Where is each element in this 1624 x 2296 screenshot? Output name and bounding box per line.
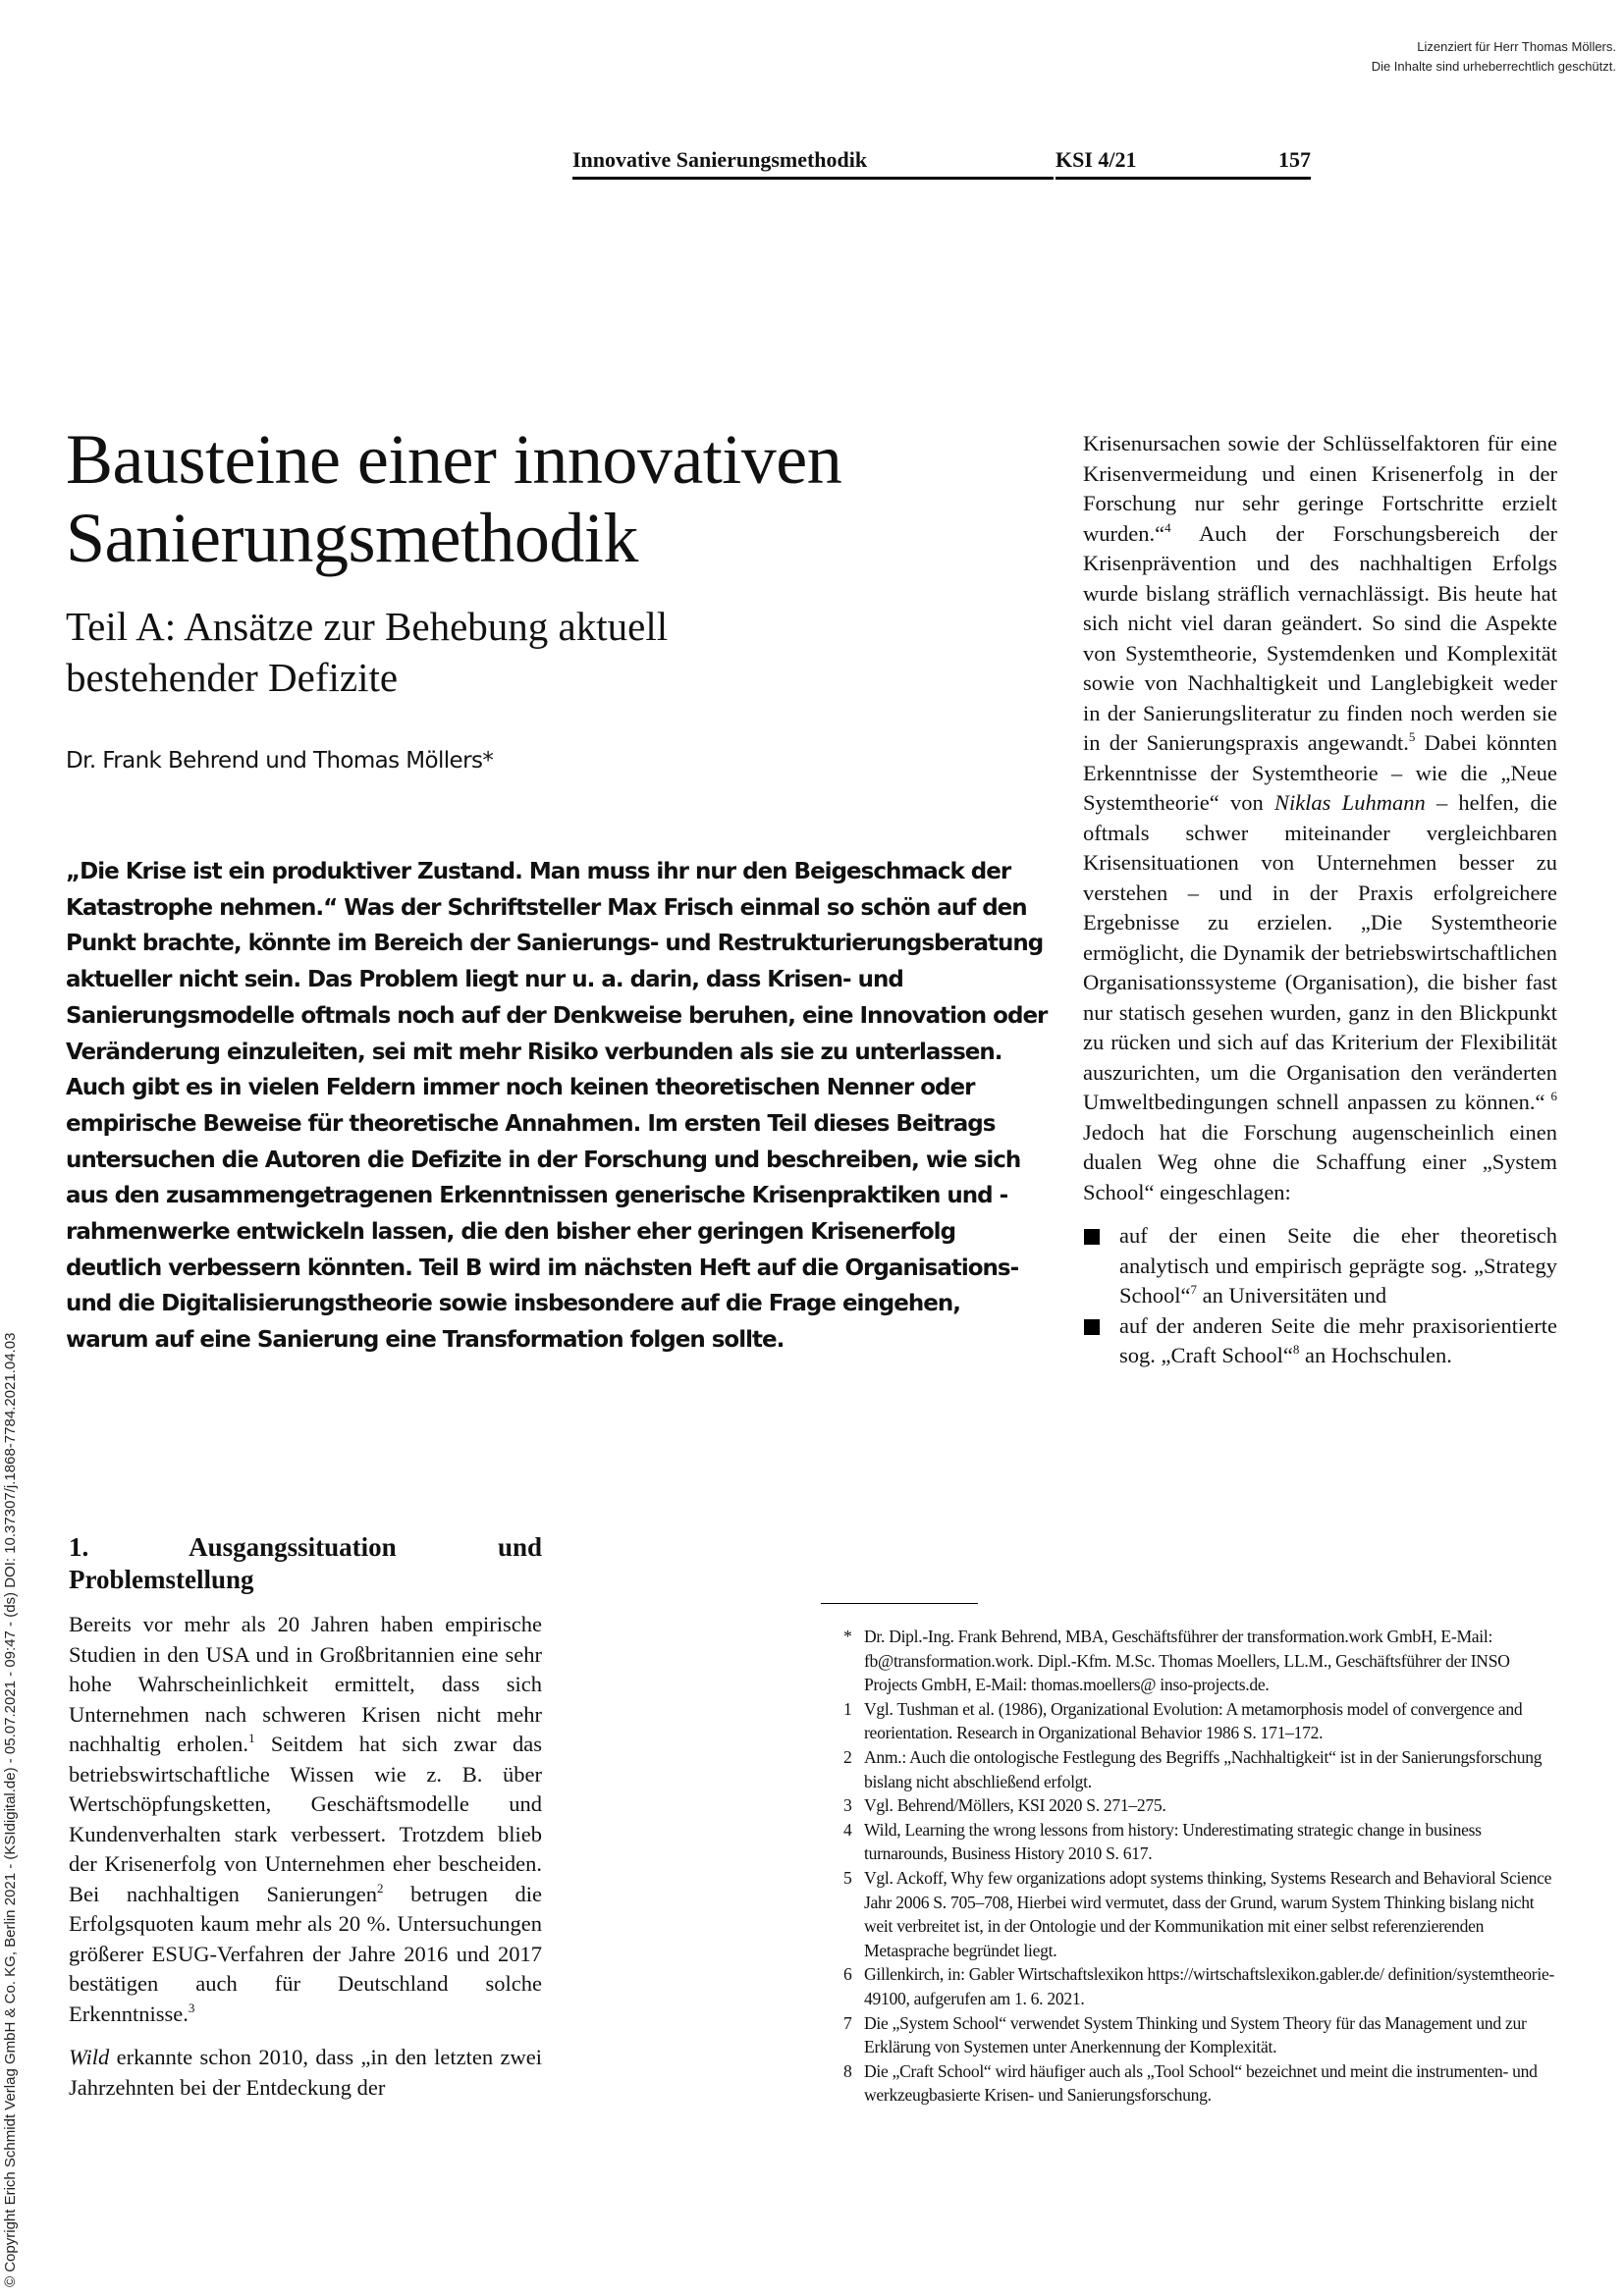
footnote-ref[interactable]: 3 [188,2000,195,2015]
footnote [839,2059,1566,2108]
footnote-mark: 1 [843,1698,852,1719]
footnote-ref[interactable]: 1 [248,1731,255,1745]
article-title [66,420,1028,577]
footnote-separator [821,1603,978,1604]
footnote [839,1625,1566,1697]
license-line-1: Lizenziert für Herr Thomas Möllers. [1417,39,1616,54]
title-line-1: Bausteine einer innovativen [66,420,842,499]
text-run: auf der einen Seite die eher theoretisch analytisch und empirisch geprägte sog. „Strategy School“ [1119,1223,1557,1308]
article-subtitle [66,601,949,703]
footnote-mark: 8 [843,2060,852,2081]
running-header [572,147,1311,187]
side-copyright-doi: © Copyright Erich Schmidt Verlag GmbH & Co. KG, Berlin 2021 - (KSIdigital.de) - 05.07.2021 - 09:47 - (ds) DOI: 10.37307/j.1868-7784.2021.04.03 [2,1332,19,2287]
footnote-text: Dr. Dipl.-Ing. Frank Behrend, MBA, Geschäftsführer der transformation.work GmbH, E-Mail: fb@transformation.work. Dipl.-Kfm. M.Sc. Thomas Moellers, LL.M., Geschäftsführer der INSO Projects GmbH, E-Mail: thomas.moellers@ inso-projects.de. [864,1627,1510,1695]
square-bullet-icon [1084,1229,1100,1245]
footnote-mark: * [843,1627,852,1646]
text-run: betrugen die Erfolgsquoten kaum mehr als 20 %. Untersuchungen größerer ESUG-Verfahren der Jahre 2016 und 2017 bestätigen auch für Deutschland solche Erkenntnisse. [69,1881,542,2026]
footnote-mark: 7 [843,2012,852,2033]
running-header-meta [1056,147,1311,180]
footnote [839,2011,1566,2059]
footnote-mark: 5 [843,1867,852,1888]
bullet-list [1083,1221,1557,1371]
footnote [839,1866,1566,1962]
footnote [839,1745,1566,1793]
author-name-italic: Wild [69,2045,110,2069]
footnote-ref[interactable]: 4 [1164,519,1171,535]
subtitle-line-2: bestehender Defizite [66,655,399,700]
footnote-text: Vgl. Behrend/Möllers, KSI 2020 S. 271–275. [864,1795,1166,1816]
text-run: an Universitäten und [1197,1283,1387,1308]
text-run: Bereits vor mehr als 20 Jahren haben empirische Studien in den USA und in Großbritannien eine sehr hohe Wahrscheinlichkeit ermittelt, dass sich Unternehmen nach schweren Krisen nicht mehr nachhaltig erholen. [69,1612,542,1756]
text-run: erkannte schon 2010, dass „in den letzten zwei Jahrzehnten bei der Entdeckung der [69,2045,542,2100]
page-number: 157 [1278,147,1311,172]
footnote-ref[interactable]: 2 [376,1880,384,1896]
footnote-text: Die „System School“ verwendet System Thinking und System Theory für das Management und zur Erklärung von Systemen unter Anerkennung der Komplexität. [864,2012,1527,2057]
title-line-2: Sanierungsmethodik [66,499,638,577]
text-run: Auch der Forschungsbereich der Krisenprävention und des nachhaltigen Erfolgs wurde bislang sträflich vernachlässigt. Bis heute hat sich nicht viel daran geändert. So sind die Aspekte von Systemtheorie, Systemdenken und Komplexität sowie von Nachhaltigkeit und Langlebigkeit weder in der Sanierungsliteratur zu finden noch werden sie in der Sanierungspraxis angewandt. [1083,520,1557,755]
bullet-item [1083,1311,1557,1371]
license-line-2: Die Inhalte sind urheberrechtlich geschützt. [1371,59,1616,74]
text-run: an Hochschulen. [1299,1343,1452,1367]
footnote-text: Die „Craft School“ wird häufiger auch als „Tool School“ bezeichnet und meint die instrumenten- und werkzeugbasierte Krisen- und Sanierungsforschung. [864,2060,1538,2106]
footnote-text: Anm.: Auch die ontologische Festlegung des Begriffs „Nachhaltigkeit“ ist in der Sanierungsforschung bislang nicht abschließend erfolgt. [864,1746,1543,1791]
footnote-text: Gillenkirch, in: Gabler Wirtschaftslexikon https://wirtschaftslexikon.gabler.de/ definition/systemtheorie-49100, aufgerufen am 1. 6. 2021. [864,1964,1555,2008]
footnote-mark: 4 [843,1819,852,1840]
footnotes [839,1625,1566,2108]
text-run: Dabei könnten Erkenntnisse der Systemtheorie – wie die „Neue Systemtheorie“ von [1083,730,1557,815]
square-bullet-icon [1084,1319,1100,1335]
footnote-mark: 3 [843,1795,852,1816]
abstract: „Die Krise ist ein produktiver Zustand. Man muss ihr nur den Beigeschmack der Katastrophe nehmen.“ Was der Schriftsteller Max Frisch einmal so schön auf den Punkt brachte, könnte im Bereich der Sanierungs- und Restrukturierungsberatung aktueller nicht sein. Das Problem liegt nur u. a. darin, dass Krisen- und Sanierungsmodelle oftmals noch auf der Denkweise beruhen, eine Innovation oder Veränderung einzuleiten, sei mit mehr Risiko verbunden als sie zu unterlassen. Auch gibt es in vielen Feldern immer noch keinen theoretischen Nenner oder empirische Beweise für theoretische Annahmen. Im ersten Teil dieses Beitrags untersuchen die Autoren die Defizite in der Forschung und beschreiben, wie sich aus den zusammengetragenen Erkenntnissen generische Krisenpraktiken und -rahmenwerke entwickeln lassen, die den bisher eher geringen Krisenerfolg deutlich verbessern könnten. Teil B wird im nächsten Heft auf die Organisations- und die Digitalisierungstheorie sowie insbesondere auf die Frage eingehen, warum auf eine Sanierung eine Transformation folgen sollte. [66,859,1048,1354]
footnote-ref[interactable]: 8 [1292,1342,1300,1357]
license-notice [1372,37,1616,77]
text-run: auf der anderen Seite die mehr praxisorientierte sog. „Craft School“ [1119,1312,1557,1367]
right-column [1083,429,1557,1371]
footnote [839,1818,1566,1866]
text-run: Seitdem hat sich zwar das betriebswirtschaftliche Wissen wie z. B. über Wertschöpfungsketten, Geschäftsmodelle und Kundenverhalten stark verbessert. Trotzdem blieb der Krisenerfolg von Unternehmen eher bescheiden. Bei nachhaltigen Sanierungen [69,1732,542,1906]
footnote-ref[interactable]: 5 [1408,729,1416,744]
text-run: Jedoch hat die Forschung augenscheinlich einen dualen Weg ohne die Schaffung einer „System School“ eingeschlagen: [1083,1119,1557,1204]
body-paragraph [69,2043,542,2103]
authors: Dr. Frank Behrend und Thomas Möllers* [66,748,494,774]
footnote-mark: 6 [843,1964,852,1985]
footnote [839,1962,1566,2010]
body-paragraph [1083,429,1557,1207]
footnote-text: Vgl. Ackoff, Why few organizations adopt systems thinking, Systems Research and Behavioral Science Jahr 2006 S. 705–708, Hierbei wird vermutet, dass der Grund, warum System Thinking bislang nicht weit verbreitet ist, in der Ontologie und der Kommunikation mit einer selbst referenzierenden Metasprache begründet liegt. [864,1867,1552,1960]
section-heading: 1. Ausgangssituation und Problemstellung [69,1532,542,1594]
footnote-ref[interactable]: 6 [1544,1089,1557,1103]
left-column [69,1531,542,2116]
footnote-text: Vgl. Tushman et al. (1986), Organizational Evolution: A metamorphosis model of convergence and reorientation. Research in Organizational Behavior 1986 S. 171–172. [864,1698,1523,1743]
issue-number: KSI 4/21 [1056,147,1137,172]
running-header-title: Innovative Sanierungsmethodik [572,147,1054,180]
footnote-text: Wild, Learning the wrong lessons from history: Underestimating strategic change in business turnarounds, Business History 2010 S. 617. [864,1819,1482,1864]
footnote-ref[interactable]: 7 [1190,1282,1197,1297]
bullet-item [1083,1221,1557,1311]
author-name-italic: Niklas Luhmann [1273,790,1426,815]
footnote [839,1697,1566,1745]
footnote-mark: 2 [843,1746,852,1767]
text-run: – helfen, die oftmals schwer miteinander vergleichbaren Krisensituationen von Unternehmen besser zu verstehen – und in der Praxis erfolgreichere Ergebnisse zu erzielen. „Die Systemtheorie ermöglicht, die Dynamik der betriebswirtschaftlichen Organisationssysteme (Organisation), die bisher fast nur statisch gesehen wurden, ganz in den Blickpunkt zu rücken und sich auf das Kriterium der Flexibilität auszurichten, um die Organisation den veränderten Umweltbedingungen schnell anpassen zu können.“ [1083,790,1557,1114]
footnote [839,1793,1566,1818]
subtitle-line-1: Teil A: Ansätze zur Behebung aktuell [66,604,669,649]
body-paragraph [69,1610,542,2029]
text-run: Krisenursachen sowie der Schlüsselfaktoren für eine Krisenvermeidung und einen Krisenerfolg in der Forschung nur sehr geringe Fortschritte erzielt wurden.“ [1083,431,1557,546]
